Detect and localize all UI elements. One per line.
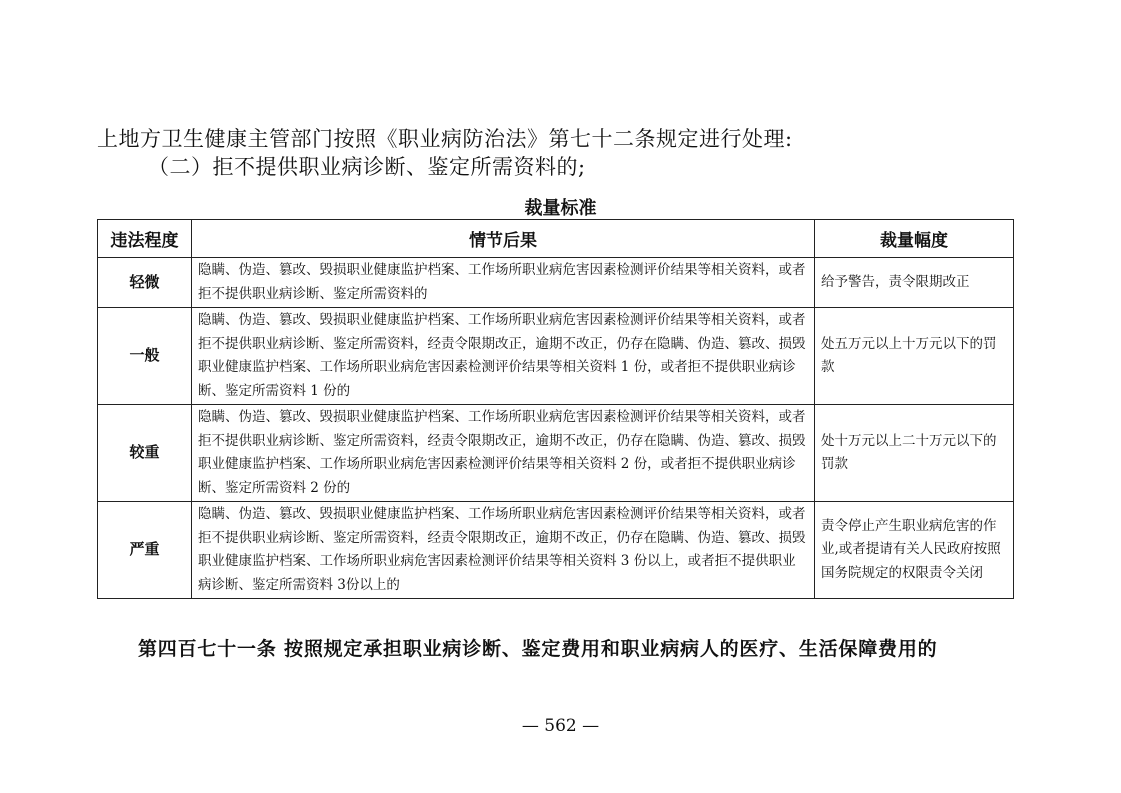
intro-line-2: （二）拒不提供职业病诊断、鉴定所需资料的; [148,155,586,179]
row-level: 较重 [98,405,192,502]
header-penalty-range: 裁量幅度 [815,220,1014,258]
header-violation-degree: 违法程度 [98,220,192,258]
table-row [98,258,1014,308]
discretion-standard-table [97,219,1014,599]
header-circumstance: 情节后果 [192,220,815,258]
row-level: 严重 [98,502,192,599]
page-number: — 562 — [521,716,600,736]
row-circumstance: 隐瞒、伪造、篡改、毁损职业健康监护档案、工作场所职业病危害因素检测评价结果等相关资料，或者拒不提供职业病诊断、鉴定所需资料的 [192,258,815,308]
table-row [98,308,1014,405]
row-circumstance: 隐瞒、伪造、篡改、毁损职业健康监护档案、工作场所职业病危害因素检测评价结果等相关资料，或者拒不提供职业病诊断、鉴定所需资料，经责令限期改正，逾期不改正，仍存在隐瞒、伪造、篡改、损毁职业健康监护档案、工作场所职业病危害因素检测评价结果等相关资料 3 份以上，或者拒不提供职业病诊断、鉴定所需资料 3份以上的 [192,502,815,599]
row-penalty: 处十万元以上二十万元以下的罚款 [815,405,1014,502]
row-penalty: 责令停止产生职业病危害的作业,或者提请有关人民政府按照国务院规定的权限责令关闭 [815,502,1014,599]
row-circumstance: 隐瞒、伪造、篡改、毁损职业健康监护档案、工作场所职业病危害因素检测评价结果等相关资料，或者拒不提供职业病诊断、鉴定所需资料，经责令限期改正，逾期不改正，仍存在隐瞒、伪造、篡改、损毁职业健康监护档案、工作场所职业病危害因素检测评价结果等相关资料 2 份，或者拒不提供职业病诊断、鉴定所需资料 2 份的 [192,405,815,502]
table-row [98,502,1014,599]
table-row [98,405,1014,502]
row-level: 轻微 [98,258,192,308]
row-level: 一般 [98,308,192,405]
intro-line-1: 上地方卫生健康主管部门按照《职业病防治法》第七十二条规定进行处理: [97,127,793,151]
row-penalty: 给予警告，责令限期改正 [815,258,1014,308]
row-circumstance: 隐瞒、伪造、篡改、毁损职业健康监护档案、工作场所职业病危害因素检测评价结果等相关资料，或者拒不提供职业病诊断、鉴定所需资料，经责令限期改正，逾期不改正，仍存在隐瞒、伪造、篡改、损毁职业健康监护档案、工作场所职业病危害因素检测评价结果等相关资料 1 份，或者拒不提供职业病诊断、鉴定所需资料 1 份的 [192,308,815,405]
row-penalty: 处五万元以上十万元以下的罚款 [815,308,1014,405]
article-heading: 第四百七十一条 按照规定承担职业病诊断、鉴定费用和职业病病人的医疗、生活保障费用的 [138,638,938,660]
table-title: 裁量标准 [524,198,597,219]
table-header-row [98,220,1014,258]
